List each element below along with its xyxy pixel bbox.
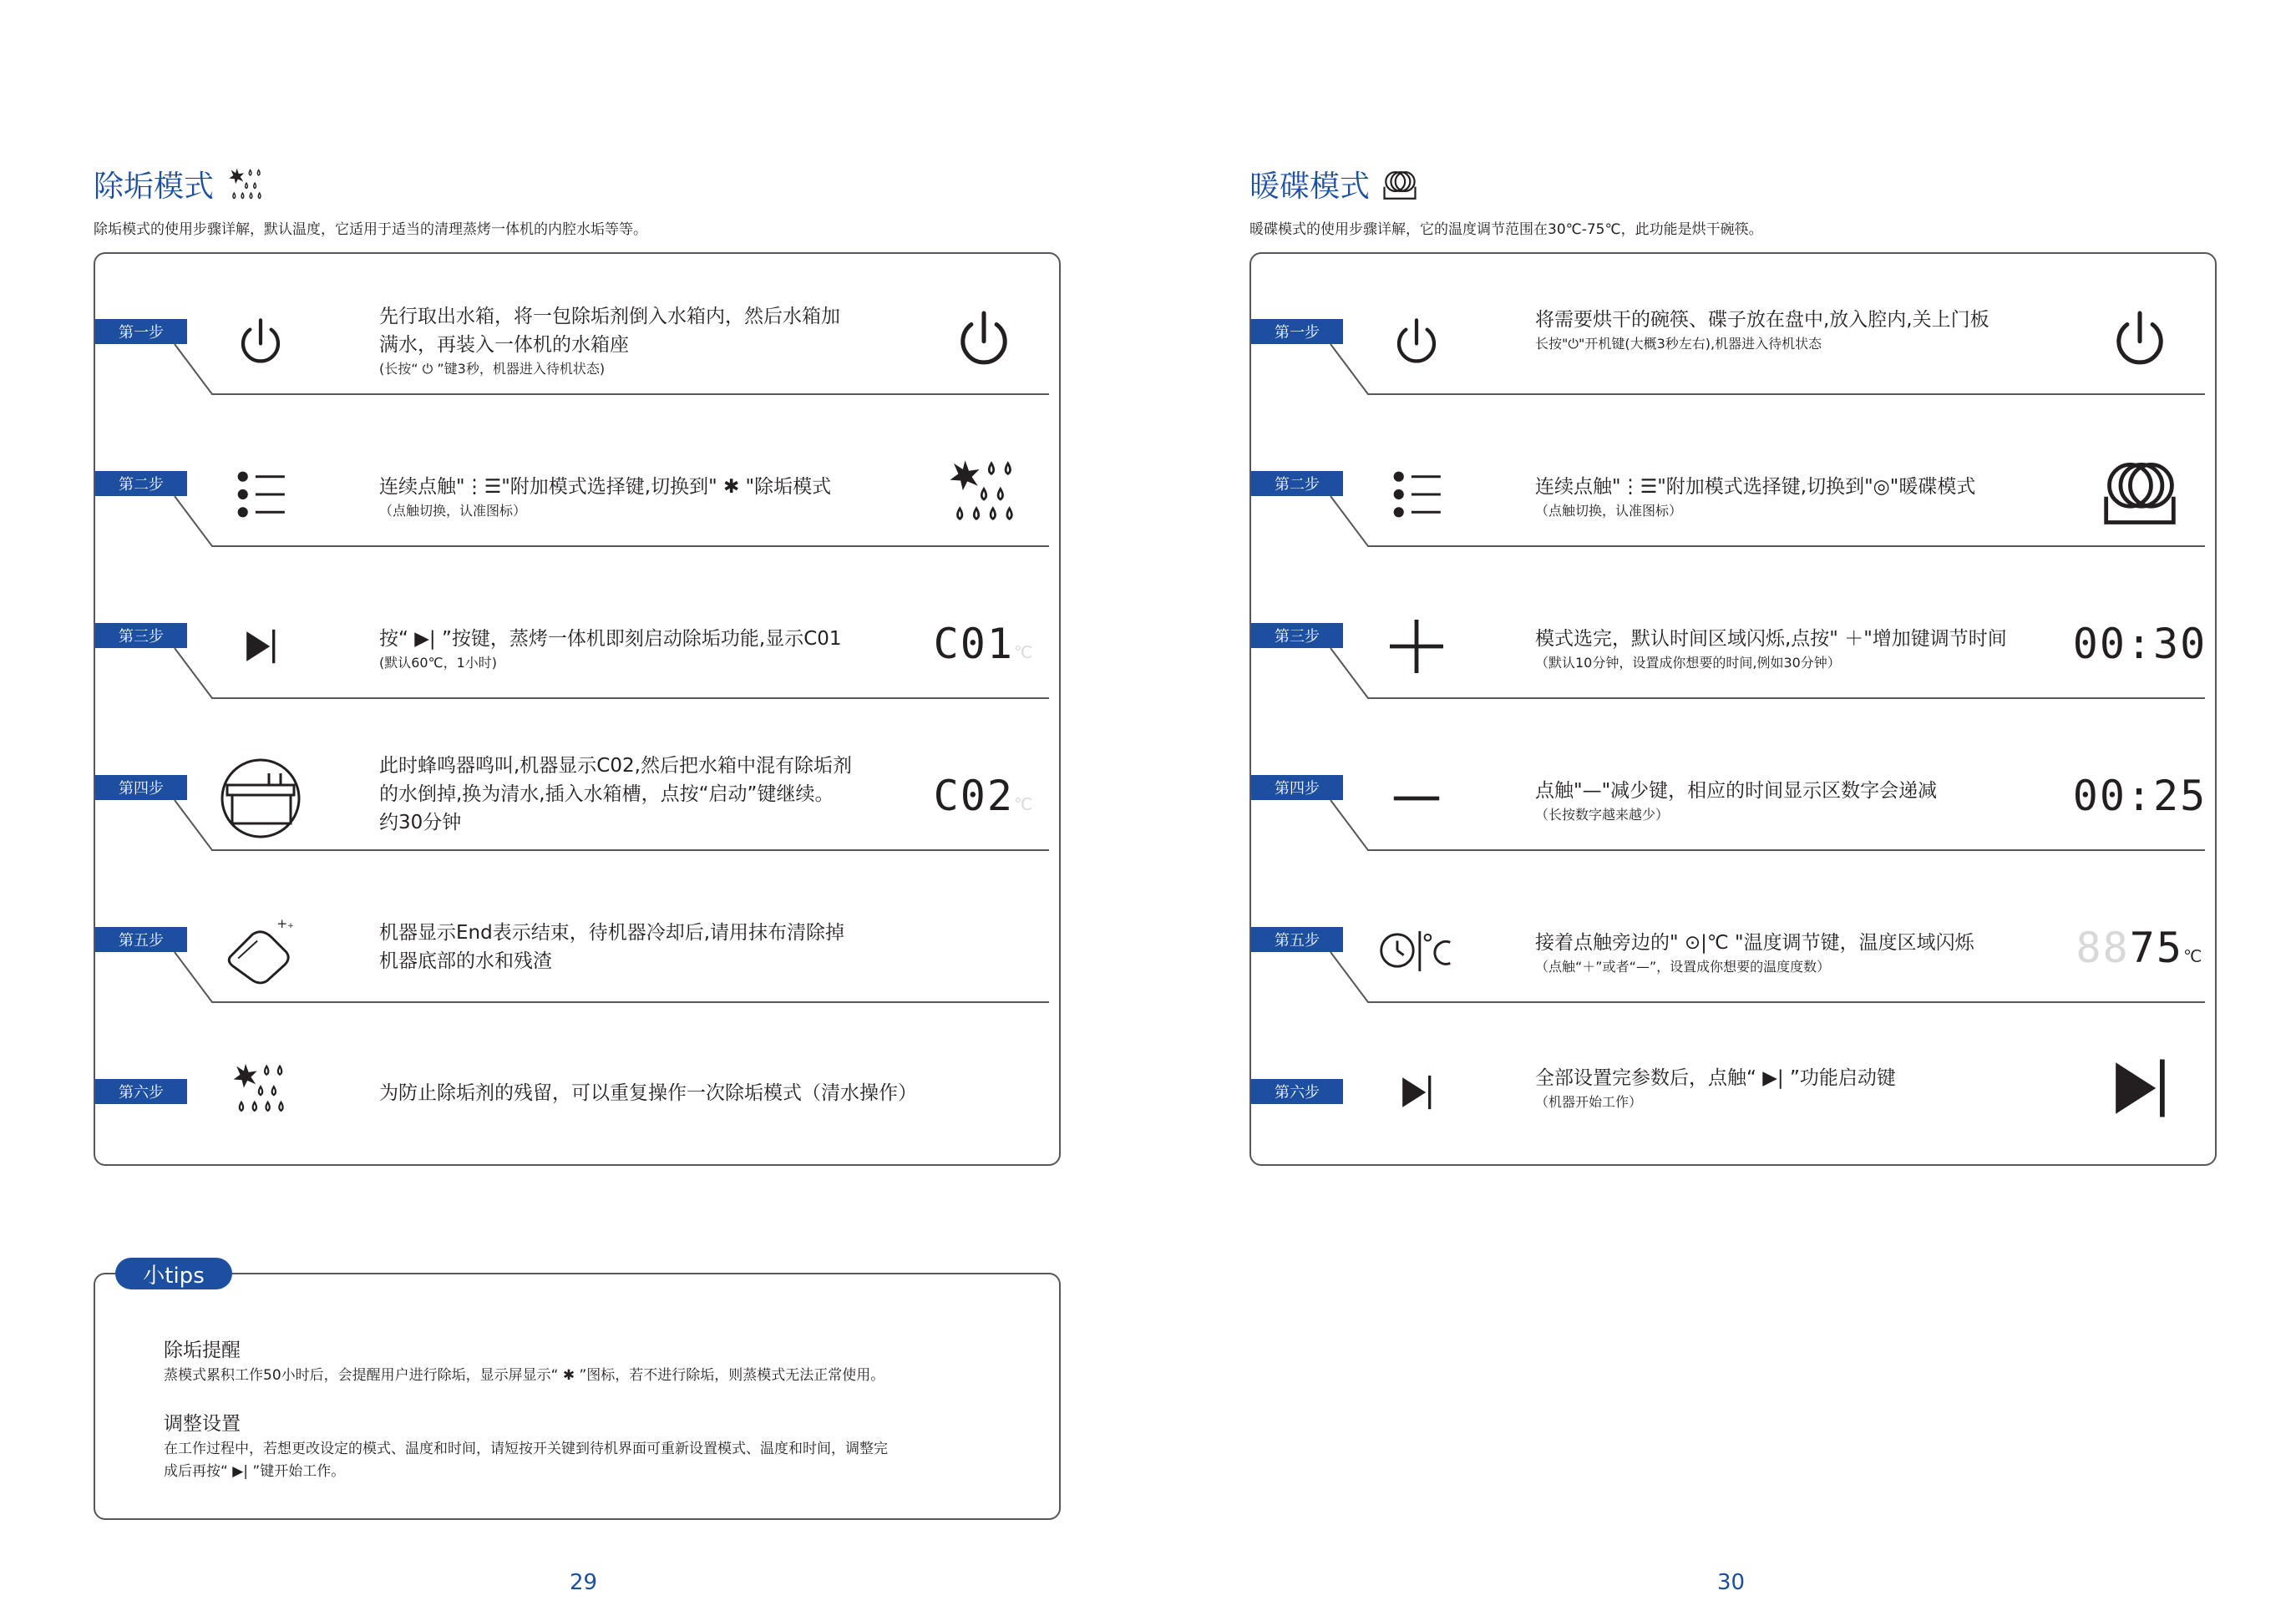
plate-warm-icon — [2090, 446, 2190, 538]
step-note: （机器开始工作） — [1535, 1094, 1643, 1110]
step-note: （点触切换，认准图标） — [1535, 503, 1683, 519]
lcd-unit: ℃ — [2182, 946, 2204, 966]
page-title-text: 除垢模式 — [94, 170, 215, 204]
page-subtitle: 除垢模式的使用步骤详解，默认温度，它适用于适当的清理蒸烤一体机的内腔水垢等等。 — [94, 221, 647, 238]
start-icon — [219, 605, 302, 688]
step-row — [95, 1014, 1059, 1166]
power-icon — [219, 301, 302, 384]
lcd-value: 00:25 — [2072, 772, 2207, 820]
step-row — [95, 406, 1059, 558]
lcd-value: C02 — [933, 772, 1014, 820]
lcd-display — [2072, 750, 2207, 842]
menu-list-icon — [219, 453, 302, 536]
lcd-display — [2072, 598, 2207, 690]
step-tag: 第四步 — [1251, 775, 1343, 800]
step-note: 长按"⏻"开机键(大概3秒左右),机器进入待机状态 — [1535, 336, 1822, 352]
step-row — [95, 862, 1059, 1014]
page-title-text: 暖碟模式 — [1249, 170, 1371, 204]
step-tag: 第三步 — [95, 623, 187, 648]
step-row — [1251, 254, 2215, 406]
steps-panel — [94, 252, 1061, 1166]
menu-list-icon — [1375, 453, 1458, 536]
step-text-line: 约30分钟 — [379, 812, 462, 833]
lcd-dim-digits: 88 — [2076, 924, 2130, 972]
step-text-line: 连续点触"⋮☰"附加模式选择键,切换到" ✱ "除垢模式 — [379, 476, 832, 498]
lcd-value: 75 — [2129, 924, 2183, 972]
lcd-display — [934, 750, 1034, 842]
lcd-unit: ℃ — [1013, 794, 1035, 814]
step-row — [1251, 558, 2215, 710]
power-icon — [934, 294, 1034, 386]
step-text-line: 全部设置完参数后，点触“ ▶| ”功能启动键 — [1535, 1067, 1896, 1089]
lcd-display — [934, 598, 1034, 690]
plate-warm-icon — [1381, 166, 1418, 203]
step-text-line: 此时蜂鸣器鸣叫,机器显示C02,然后把水箱中混有除垢剂 — [379, 755, 852, 777]
step-text-line: 先行取出水箱，将一包除垢剂倒入水箱内，然后水箱加 — [379, 306, 840, 327]
step-tag: 第六步 — [95, 1079, 187, 1104]
page-number: 30 — [1717, 1570, 1746, 1595]
step-note: （点触“＋”或者“—”，设置成你想要的温度度数） — [1535, 959, 1831, 975]
lcd-unit: ℃ — [1013, 642, 1035, 662]
page-subtitle: 暖碟模式的使用步骤详解，它的温度调节范围在30℃-75℃，此功能是烘干碗筷。 — [1249, 221, 1763, 238]
step-note: (默认60℃，1小时) — [379, 655, 497, 671]
tips-heading: 除垢提醒 — [164, 1340, 241, 1361]
start-icon — [1375, 1051, 1458, 1134]
tips-paragraph: 在工作过程中，若想更改设定的模式、温度和时间，请短按开关键到待机界面可重新设置模式、温度和时间，调整完 — [164, 1441, 888, 1457]
step-tag: 第三步 — [1251, 623, 1343, 648]
step-note: （长按数字越来越少） — [1535, 807, 1670, 823]
step-note: (长按“ ⏻ ”键3秒，机器进入待机状态) — [379, 361, 606, 377]
step-tag: 第五步 — [1251, 927, 1343, 952]
lcd-display — [2076, 902, 2204, 994]
step-row — [1251, 406, 2215, 558]
start-icon — [2090, 1042, 2190, 1134]
step-tag: 第一步 — [95, 319, 187, 344]
right-page — [1148, 0, 2295, 1621]
step-text-line: 模式选完，默认时间区域闪烁,点按" ＋"增加键调节时间 — [1535, 628, 2007, 650]
step-text-line: 机器显示End表示结束，待机器冷却后,请用抹布清除掉 — [379, 922, 845, 944]
power-icon — [1375, 301, 1458, 384]
step-text-line: 接着点触旁边的" ⊙|℃ "温度调节键，温度区域闪烁 — [1535, 932, 1974, 954]
step-text-line: 按“ ▶| ”按键，蒸烤一体机即刻启动除垢功能,显示C01 — [379, 628, 842, 650]
step-text-line: 的水倒掉,换为清水,插入水箱槽，点按“启动”键继续。 — [379, 783, 834, 805]
step-tag: 第二步 — [95, 471, 187, 496]
step-tag: 第四步 — [95, 775, 187, 800]
step-text-line: 机器底部的水和残渣 — [379, 950, 552, 972]
step-row — [1251, 862, 2215, 1014]
step-tag: 第二步 — [1251, 471, 1343, 496]
step-note: （默认10分钟，设置成你想要的时间,例如30分钟） — [1535, 655, 1841, 671]
cloth-icon — [219, 909, 302, 992]
step-row — [95, 254, 1059, 406]
step-text-line: 点触"—"减少键，相应的时间显示区数字会递减 — [1535, 780, 1938, 802]
page-title — [94, 163, 267, 205]
lcd-value: C01 — [933, 620, 1014, 668]
steps-panel — [1249, 252, 2217, 1166]
descale-icon — [934, 446, 1034, 538]
descale-icon — [219, 1047, 302, 1131]
step-text-line: 将需要烘干的碗筷、碟子放在盘中,放入腔内,关上门板 — [1535, 309, 1989, 331]
tips-paragraph: 成后再按“ ▶| ”键开始工作。 — [164, 1463, 346, 1480]
plus-icon — [1375, 605, 1458, 688]
tips-heading: 调整设置 — [164, 1413, 241, 1435]
lcd-value: 00:30 — [2072, 620, 2207, 668]
page-number: 29 — [570, 1570, 598, 1595]
descale-icon — [226, 165, 267, 204]
tips-label: 小tips — [115, 1258, 232, 1289]
step-row — [1251, 710, 2215, 862]
water-tank-icon — [219, 757, 302, 840]
step-note: （点触切换，认准图标） — [379, 503, 527, 519]
step-row — [95, 710, 1059, 862]
step-row — [95, 558, 1059, 710]
step-row — [1251, 1014, 2215, 1166]
step-text-line: 满水，再装入一体机的水箱座 — [379, 334, 629, 356]
step-text-line: 为防止除垢剂的残留，可以重复操作一次除垢模式（清水操作） — [379, 1082, 917, 1104]
step-tag: 第六步 — [1251, 1079, 1343, 1104]
step-tag: 第五步 — [95, 927, 187, 952]
minus-icon — [1375, 757, 1458, 840]
step-tag: 第一步 — [1251, 319, 1343, 344]
tips-paragraph: 蒸模式累积工作50小时后，会提醒用户进行除垢，显示屏显示“ ✱ ”图标，若不进行除垢，则蒸模式无法正常使用。 — [164, 1367, 885, 1384]
clock-temp-icon — [1375, 909, 1458, 992]
power-icon — [2090, 294, 2190, 386]
page-title — [1249, 163, 1418, 205]
step-text-line: 连续点触"⋮☰"附加模式选择键,切换到"◎"暖碟模式 — [1535, 476, 1976, 498]
